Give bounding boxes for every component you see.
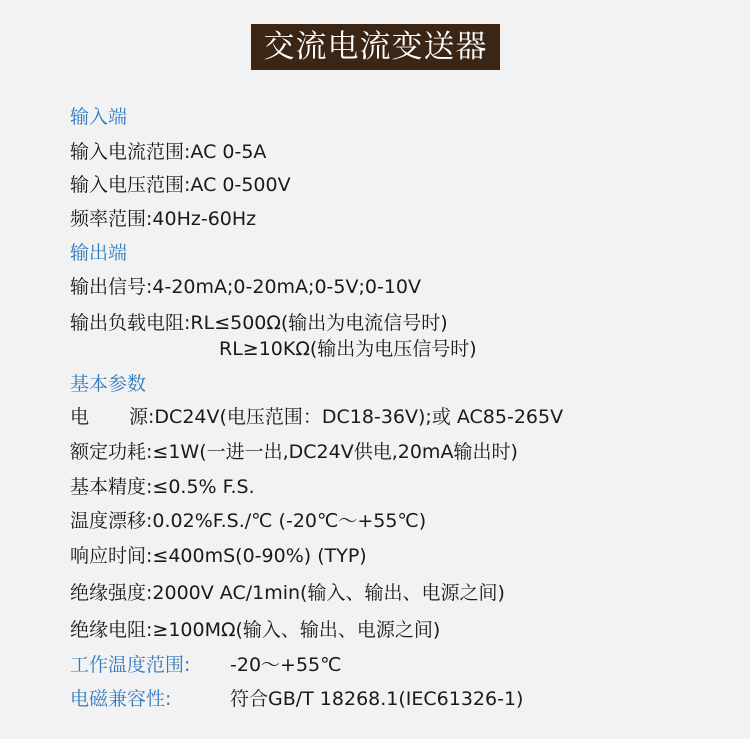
- page-title: 交流电流变送器: [251, 24, 500, 70]
- spec-power-supply: [70, 404, 563, 430]
- spec-insulation-resistance: 绝缘电阻:≥100MΩ(输入、输出、电源之间): [70, 619, 441, 641]
- spec-output-load-resistance: 输出负载电阻:RL≤500Ω(输出为电流信号时): [70, 312, 448, 334]
- spec-emc: [70, 686, 523, 712]
- spec-response-time: 响应时间:≤400mS(0-90%) (TYP): [70, 545, 367, 567]
- spec-rated-power: 额定功耗:≤1W(一进一出,DC24V供电,20mA输出时): [70, 441, 518, 463]
- section-heading-input: 输入端: [70, 106, 128, 128]
- spec-insulation-strength: 绝缘强度:2000V AC/1min(输入、输出、电源之间): [70, 582, 505, 604]
- section-heading-output: 输出端: [70, 242, 128, 264]
- spec-basic-accuracy: 基本精度:≤0.5% F.S.: [70, 476, 255, 498]
- spec-operating-temperature: [70, 652, 341, 678]
- power-value: 源:DC24V(电压范围：DC18-36V);或 AC85-265V: [129, 406, 564, 428]
- spec-input-voltage-range: 输入电压范围:AC 0-500V: [70, 174, 291, 196]
- power-label: 电: [70, 406, 90, 428]
- spec-output-signal: 输出信号:4-20mA;0-20mA;0-5V;0-10V: [70, 276, 422, 298]
- emc-value: 符合GB/T 18268.1(IEC61326-1): [230, 688, 524, 710]
- section-heading-basic: 基本参数: [70, 373, 147, 395]
- operating-temp-value: -20～+55℃: [230, 654, 342, 676]
- emc-label: 电磁兼容性:: [70, 688, 172, 710]
- spec-frequency-range: 频率范围:40Hz-60Hz: [70, 208, 257, 230]
- spec-output-load-resistance-voltage: RL≥10KΩ(输出为电压信号时): [219, 338, 477, 360]
- spec-input-current-range: 输入电流范围:AC 0-5A: [70, 141, 267, 163]
- spec-temperature-drift: 温度漂移:0.02%F.S./℃ (-20℃～+55℃): [70, 510, 427, 532]
- operating-temp-label: 工作温度范围:: [70, 654, 191, 676]
